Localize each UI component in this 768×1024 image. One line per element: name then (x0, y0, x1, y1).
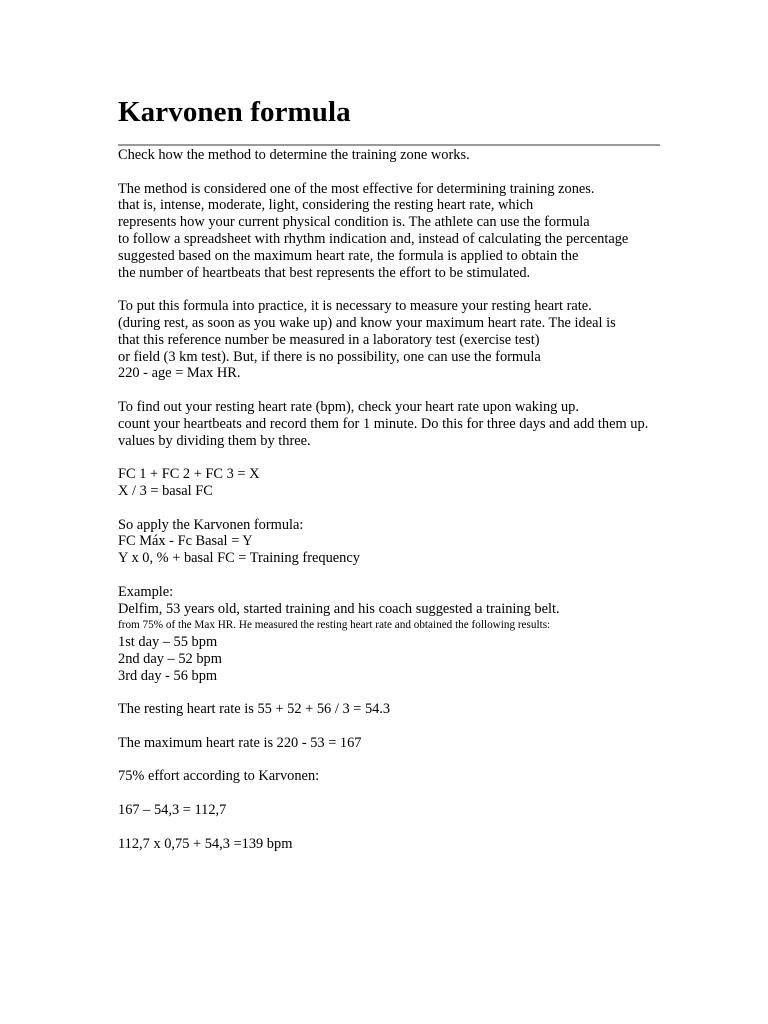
text-line: To find out your resting heart rate (bpm), check your heart rate upon waking up. (118, 398, 579, 415)
text-line: that is, intense, moderate, light, considering the resting heart rate, which (118, 197, 534, 214)
text-line: The method is considered one of the most effective for determining training zones. (118, 180, 595, 197)
text-line: FC 1 + FC 2 + FC 3 = X (118, 466, 260, 483)
text-line: 2nd day – 52 bpm (118, 650, 222, 667)
document-title: Karvonen formula (118, 96, 351, 128)
text-line: that this reference number be measured in a laboratory test (exercise test) (118, 331, 540, 348)
text-line: to follow a spreadsheet with rhythm indication and, instead of calculating the percentage (118, 230, 629, 247)
paragraph-gap (118, 819, 678, 836)
text-line: 220 - age = Max HR. (118, 365, 241, 382)
text-line: So apply the Karvonen formula: (118, 516, 304, 533)
text-line: Example: (118, 583, 174, 600)
paragraph-gap (118, 685, 678, 702)
text-line: To put this formula into practice, it is necessary to measure your resting heart rate. (118, 298, 592, 315)
paragraph-gap (118, 164, 678, 181)
text-line: 3rd day - 56 bpm (118, 667, 218, 684)
text-line: represents how your current physical condition is. The athlete can use the formula (118, 214, 590, 231)
document-body (118, 147, 678, 852)
text-line: (during rest, as soon as you wake up) and know your maximum heart rate. The ideal is (118, 314, 616, 331)
text-line: or field (3 km test). But, if there is no possibility, one can use the formula (118, 348, 541, 365)
paragraph-gap (118, 567, 678, 584)
text-line: the number of heartbeats that best represents the effort to be stimulated. (118, 264, 531, 281)
text-line: suggested based on the maximum heart rate, the formula is applied to obtain the (118, 247, 579, 264)
document-page (118, 93, 660, 852)
text-line: Y x 0, % + basal FC = Training frequency (118, 550, 360, 567)
text-line: X / 3 = basal FC (118, 482, 213, 499)
paragraph-gap (118, 449, 678, 466)
title-divider (118, 144, 660, 146)
text-line: Check how the method to determine the training zone works. (118, 147, 470, 163)
text-line: 112,7 x 0,75 + 54,3 =139 bpm (118, 835, 293, 852)
paragraph-gap (118, 785, 678, 802)
paragraph-gap (118, 281, 678, 298)
text-line: 75% effort according to Karvonen: (118, 768, 320, 785)
text-line: 167 – 54,3 = 112,7 (118, 802, 227, 819)
text-line: The resting heart rate is 55 + 52 + 56 / 3 = 54.3 (118, 701, 391, 718)
text-line: Delfim, 53 years old, started training and his coach suggested a training belt. (118, 600, 560, 617)
text-line: from 75% of the Max HR. He measured the resting heart rate and obtained the following results: (118, 619, 551, 632)
text-line: values by dividing them by three. (118, 432, 311, 449)
paragraph-gap (118, 500, 678, 517)
text-line: The maximum heart rate is 220 - 53 = 167 (118, 734, 362, 751)
paragraph-gap (118, 752, 678, 769)
text-line: FC Máx - Fc Basal = Y (118, 533, 253, 550)
text-line: 1st day – 55 bpm (118, 634, 218, 651)
paragraph-gap (118, 382, 678, 399)
paragraph-gap (118, 718, 678, 735)
text-line: count your heartbeats and record them for 1 minute. Do this for three days and add them up. (118, 415, 649, 432)
